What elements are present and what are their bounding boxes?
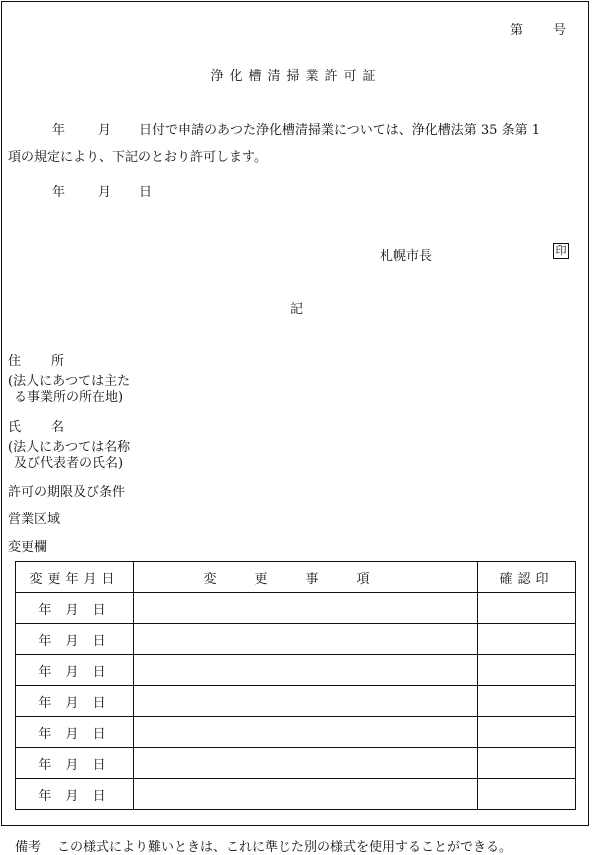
issue-month: 月	[98, 185, 112, 200]
field-address	[8, 350, 64, 369]
row-confirm[interactable]	[478, 624, 576, 655]
row-matter[interactable]	[134, 686, 478, 717]
table-row	[16, 779, 576, 810]
body-year: 年	[52, 123, 66, 138]
seal-mark	[553, 243, 569, 259]
document-number	[510, 19, 566, 38]
body-text: 日付で申請のあつた浄化槽清掃業については、浄化槽法第 35 条第 1	[139, 123, 540, 138]
seal-text: 印	[555, 244, 567, 257]
row-date: 年 月 日	[16, 624, 134, 655]
row-matter[interactable]	[134, 593, 478, 624]
name-label-right: 名	[51, 420, 65, 435]
issuer-name: 札幌市長	[380, 249, 433, 264]
header-confirm-seal: 確認印	[478, 562, 576, 593]
row-confirm[interactable]	[478, 779, 576, 810]
row-confirm[interactable]	[478, 655, 576, 686]
header-change-date: 変更年月日	[16, 562, 134, 593]
address-note-line-1: (法人にあつては主た	[8, 374, 131, 389]
name-note	[8, 440, 130, 472]
row-date: 年 月 日	[16, 593, 134, 624]
ki-heading: 記	[290, 302, 304, 317]
footnote-text: この様式により難いときは、これに準じた別の様式を使用することができる。	[57, 840, 513, 855]
table-row	[16, 624, 576, 655]
row-matter[interactable]	[134, 779, 478, 810]
row-confirm[interactable]	[478, 748, 576, 779]
number-suffix: 号	[553, 23, 567, 38]
table-row	[16, 748, 576, 779]
issue-day: 日	[139, 185, 153, 200]
row-confirm[interactable]	[478, 686, 576, 717]
issue-year: 年	[52, 185, 66, 200]
row-matter[interactable]	[134, 655, 478, 686]
table-row	[16, 593, 576, 624]
field-change-section: 変更欄	[8, 540, 48, 555]
row-matter[interactable]	[134, 717, 478, 748]
table-row	[16, 717, 576, 748]
row-date: 年 月 日	[16, 717, 134, 748]
field-conditions: 許可の期限及び条件	[8, 485, 126, 500]
row-matter[interactable]	[134, 624, 478, 655]
name-note-line-1: (法人にあつては名称	[8, 440, 131, 455]
address-label-right: 所	[51, 354, 65, 369]
change-table-header	[16, 562, 576, 593]
footnote	[15, 836, 512, 855]
address-note	[8, 374, 130, 406]
footnote-label: 備考	[15, 840, 42, 855]
body-month: 月	[98, 123, 112, 138]
name-note-line-2: 及び代表者の氏名)	[14, 456, 124, 471]
body-line-1	[52, 119, 540, 138]
address-note-line-2: る事業所の所在地)	[14, 390, 124, 405]
change-table	[15, 561, 576, 810]
body-line-2: 項の規定により、下記のとおり許可します。	[8, 150, 267, 165]
table-row	[16, 686, 576, 717]
field-name	[8, 416, 64, 435]
number-prefix: 第	[510, 23, 524, 38]
address-label-left: 住	[8, 354, 22, 369]
name-label-left: 氏	[8, 420, 22, 435]
row-date: 年 月 日	[16, 748, 134, 779]
table-row	[16, 655, 576, 686]
issue-date	[52, 181, 152, 200]
header-change-matter: 変更事項	[134, 562, 478, 593]
field-area: 営業区域	[8, 512, 61, 527]
row-confirm[interactable]	[478, 717, 576, 748]
row-confirm[interactable]	[478, 593, 576, 624]
row-matter[interactable]	[134, 748, 478, 779]
document-title: 浄化槽清掃業許可証	[210, 69, 382, 84]
row-date: 年 月 日	[16, 686, 134, 717]
row-date: 年 月 日	[16, 655, 134, 686]
row-date: 年 月 日	[16, 779, 134, 810]
